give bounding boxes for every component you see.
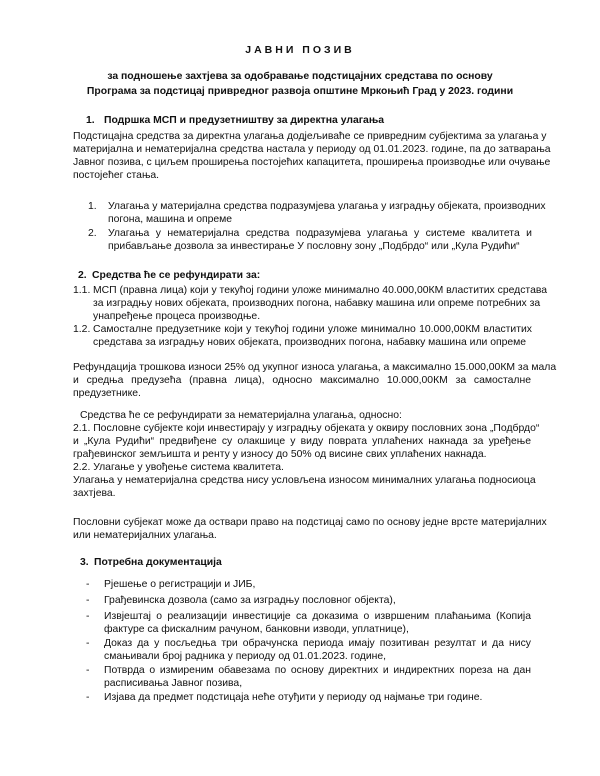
list-dash: - (86, 595, 90, 606)
section-1-item-number: 1. (88, 201, 97, 212)
document-item-line: расписивања Јавног позива, (104, 678, 243, 689)
document-item-line: смањивали број радника у периоду од 01.01.2023. године, (104, 651, 387, 662)
section-1-item-number: 2. (88, 228, 97, 239)
refund-line: и средња предузећа (правна лица), односно максимално 10.000,00КМ за самосталне (73, 375, 531, 386)
section-1-item-line: прибављање дозвола за инвестирање У пословну зону „Подбрдо“ или „Кула Рудићи“ (108, 241, 520, 252)
sub-2-1-line: и „Кула Рудићи“ предвиђене су олакшице у виду поврата уплаћених накнада за уређење (73, 436, 531, 447)
document-item-line: Извјештај о реализацији инвестиције са доказима о извршеним плаћањима (Копија (104, 611, 531, 622)
section-1-number: 1. (86, 115, 95, 126)
document-item-line: Доказ да у посљедња три обрачунска периода имају позитиван резултат и да нису (104, 638, 531, 649)
section-2-item-line: унапређење процеса производње. (93, 311, 261, 322)
document-item-line: Рјешење о регистрацији и ЈИБ, (104, 579, 256, 590)
list-dash: - (86, 692, 90, 703)
section-2-number: 2. (78, 270, 87, 281)
section-2-item-line: средстава за изградњу нових објеката, производних погона, набавку машина или опреме (93, 337, 527, 348)
intangible-note-line: Улагања у нематеријална средства нису условљена износом минималних улагања подносиоца (73, 475, 536, 486)
sub-2-2: 2.2. Улагање у увођење система квалитета. (73, 462, 284, 473)
list-dash: - (86, 665, 90, 676)
refund-line: предузетнике. (73, 388, 141, 399)
document-subtitle-line-2: Програма за подстицај привредног развоја општине Мркоњић Град у 2023. години (86, 86, 514, 97)
document-item-line: фактуре са фискалним рачуном, банковни изводи, уплатнице), (104, 624, 409, 635)
section-2-heading: Средства ће се рефундирати за: (92, 270, 261, 281)
section-2-item-line: за изградњу нових објеката, производних погона, набавку машина или опреме потребних за (93, 298, 541, 309)
final-note-line: или нематеријалних улагања. (73, 530, 217, 541)
section-3-number: 3. (80, 557, 89, 568)
section-2-item-line: Самосталне предузетнике који у текућој години уложе минимално 10.000,00КМ властитих (93, 324, 532, 335)
refund-line: Рефундација трошкова износи 25% од укупног износа улагања, а максимално 15.000,00КМ за мала (73, 362, 557, 373)
intangible-note-line: захтјева. (73, 488, 116, 499)
intangible-intro: Средства ће се рефундирати за нематеријална улагања, односно: (80, 410, 402, 421)
list-dash: - (86, 611, 90, 622)
section-1-item-line: погона, машина и опреме (108, 214, 233, 225)
list-dash: - (86, 579, 90, 590)
section-1-item-line: Улагања у материјална средства подразумјева улагања у изградњу објеката, производних (108, 201, 546, 212)
section-1-para-line: постојећег стања. (73, 170, 160, 181)
document-subtitle-line-1: за подношење захтјева за одобравање подстицајних средстава по основу (107, 71, 493, 82)
final-note-line: Пословни субјекат може да оствари право на подстицај само по основу једне врсте материјалних (73, 517, 547, 528)
section-1-para-line: материјална и нематеријална средства настала у периоду од 01.01.2023. године, па до затварања (73, 144, 551, 155)
document-item-line: Потврда о измиреним обавезама по основу директних и индиректних пореза на дан (104, 665, 531, 676)
section-1-heading: Подршка МСП и предузетништву за директна улагања (104, 115, 385, 126)
section-2-item-number: 1.2. (73, 324, 91, 335)
sub-2-1-line: 2.1. Пословне субјекте који инвестирају у изградњу објеката у оквиру пословних зона „Подбрдо“ (73, 423, 540, 434)
section-1-item-line: Улагања у нематеријална средства подразумјева улагања у системе квалитета и (108, 228, 532, 239)
section-2-item-number: 1.1. (73, 285, 91, 296)
section-2-item-line: МСП (правна лица) који у текућој години уложе минимално 40.000,00КМ властитих средстава (93, 285, 548, 296)
document-item-line: Изјава да предмет подстицаја неће отуђити у периоду од најмање три године. (104, 692, 483, 703)
list-dash: - (86, 638, 90, 649)
section-1-para-line: Подстицајна средства за директна улагања додјељиваће се привредним субјектима за улагања у (73, 131, 547, 142)
document-title: ЈАВНИ ПОЗИВ (245, 44, 355, 56)
sub-2-1-line: грађевинског земљишта и ренту у износу до 50% од висине свих уплаћених накнада. (73, 449, 487, 460)
document-item-line: Грађевинска дозвола (само за изградњу пословног објекта), (104, 595, 396, 606)
section-3-heading: Потребна документација (94, 557, 222, 568)
section-1-para-line: Јавног позива, с циљем проширења постојећих капацитета, проширења производње или очување (73, 157, 551, 168)
